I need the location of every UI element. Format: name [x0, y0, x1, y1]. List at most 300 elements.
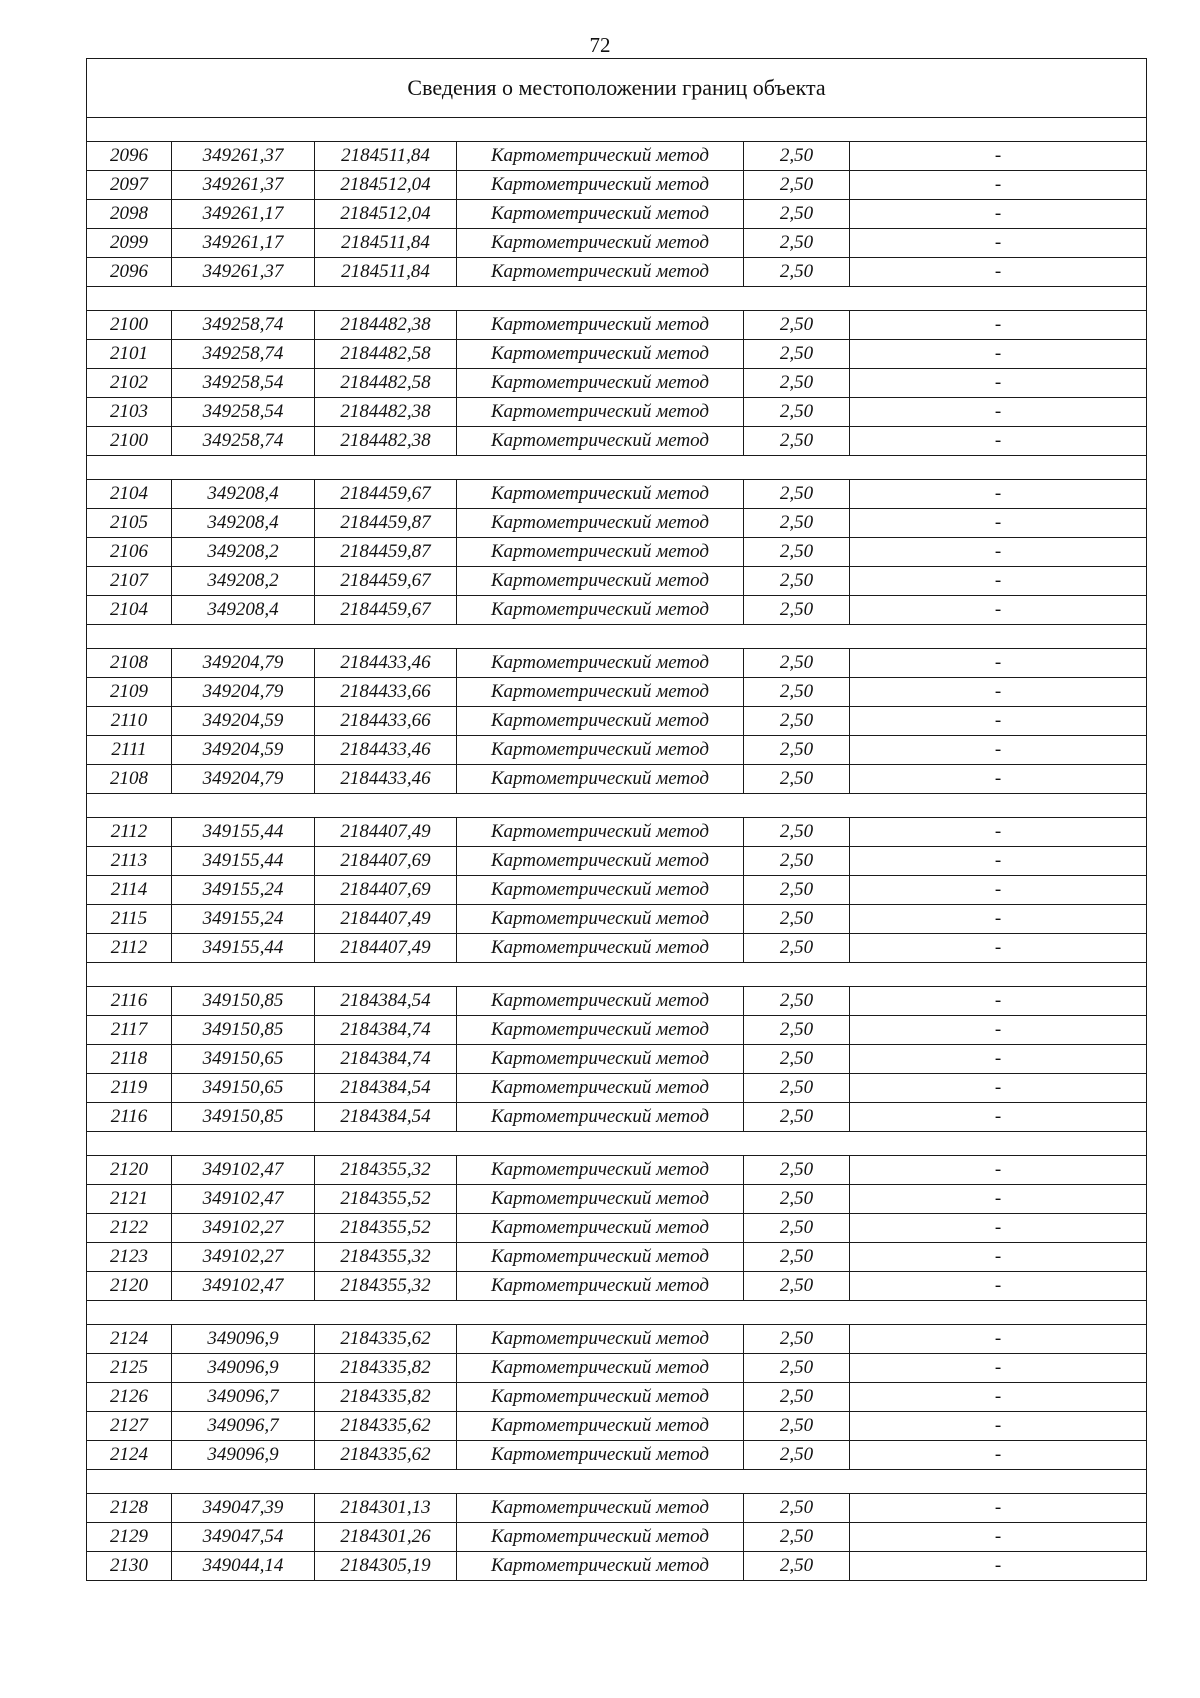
table-row [87, 258, 1147, 287]
coord-x-cell: 349044,14 [172, 1552, 315, 1581]
method-cell: Картометрический метод [457, 1214, 744, 1243]
table-row [87, 649, 1147, 678]
coord-y-cell: 2184433,46 [315, 765, 457, 794]
table-row [87, 1552, 1147, 1581]
method-cell: Картометрический метод [457, 876, 744, 905]
description-cell: - [850, 876, 1147, 905]
description-cell: - [850, 818, 1147, 847]
coord-y-cell: 2184482,58 [315, 369, 457, 398]
separator-row [87, 794, 1147, 818]
method-cell: Картометрический метод [457, 229, 744, 258]
separator-row [87, 963, 1147, 987]
description-cell: - [850, 369, 1147, 398]
accuracy-cell: 2,50 [744, 311, 850, 340]
coord-y-cell: 2184511,84 [315, 142, 457, 171]
point-number-cell: 2121 [87, 1185, 172, 1214]
coord-y-cell: 2184384,74 [315, 1045, 457, 1074]
description-cell: - [850, 649, 1147, 678]
description-cell: - [850, 1552, 1147, 1581]
accuracy-cell: 2,50 [744, 649, 850, 678]
method-cell: Картометрический метод [457, 538, 744, 567]
description-cell: - [850, 1441, 1147, 1470]
point-number-cell: 2126 [87, 1383, 172, 1412]
accuracy-cell: 2,50 [744, 1441, 850, 1470]
description-cell: - [850, 427, 1147, 456]
point-number-cell: 2115 [87, 905, 172, 934]
accuracy-cell: 2,50 [744, 427, 850, 456]
coord-x-cell: 349150,65 [172, 1074, 315, 1103]
table-row [87, 1074, 1147, 1103]
method-cell: Картометрический метод [457, 1325, 744, 1354]
accuracy-cell: 2,50 [744, 596, 850, 625]
method-cell: Картометрический метод [457, 736, 744, 765]
description-cell: - [850, 311, 1147, 340]
coord-y-cell: 2184355,32 [315, 1243, 457, 1272]
coord-y-cell: 2184355,52 [315, 1185, 457, 1214]
point-number-cell: 2116 [87, 987, 172, 1016]
coord-y-cell: 2184433,46 [315, 649, 457, 678]
point-number-cell: 2106 [87, 538, 172, 567]
table-row [87, 1185, 1147, 1214]
description-cell: - [850, 707, 1147, 736]
method-cell: Картометрический метод [457, 340, 744, 369]
description-cell: - [850, 340, 1147, 369]
table-row [87, 1016, 1147, 1045]
point-number-cell: 2104 [87, 596, 172, 625]
description-cell: - [850, 142, 1147, 171]
coord-x-cell: 349150,85 [172, 1103, 315, 1132]
table-row [87, 905, 1147, 934]
coord-x-cell: 349258,74 [172, 427, 315, 456]
coord-x-cell: 349155,24 [172, 905, 315, 934]
table-row [87, 934, 1147, 963]
coord-x-cell: 349204,59 [172, 736, 315, 765]
coord-x-cell: 349208,4 [172, 596, 315, 625]
method-cell: Картометрический метод [457, 1185, 744, 1214]
point-number-cell: 2120 [87, 1272, 172, 1301]
accuracy-cell: 2,50 [744, 369, 850, 398]
table-row [87, 1243, 1147, 1272]
method-cell: Картометрический метод [457, 1243, 744, 1272]
description-cell: - [850, 1494, 1147, 1523]
table-title: Сведения о местоположении границ объекта [87, 59, 1147, 118]
accuracy-cell: 2,50 [744, 1325, 850, 1354]
table-row [87, 427, 1147, 456]
separator-cell [87, 1301, 1147, 1325]
coord-y-cell: 2184355,32 [315, 1156, 457, 1185]
coord-y-cell: 2184384,54 [315, 1074, 457, 1103]
coord-x-cell: 349261,37 [172, 142, 315, 171]
coord-x-cell: 349102,27 [172, 1243, 315, 1272]
method-cell: Картометрический метод [457, 765, 744, 794]
point-number-cell: 2130 [87, 1552, 172, 1581]
point-number-cell: 2112 [87, 818, 172, 847]
description-cell: - [850, 1103, 1147, 1132]
description-cell: - [850, 736, 1147, 765]
table-row [87, 142, 1147, 171]
accuracy-cell: 2,50 [744, 1214, 850, 1243]
table-row [87, 987, 1147, 1016]
accuracy-cell: 2,50 [744, 707, 850, 736]
coord-y-cell: 2184482,38 [315, 311, 457, 340]
method-cell: Картометрический метод [457, 480, 744, 509]
description-cell: - [850, 1412, 1147, 1441]
description-cell: - [850, 1074, 1147, 1103]
point-number-cell: 2127 [87, 1412, 172, 1441]
coord-x-cell: 349208,4 [172, 509, 315, 538]
method-cell: Картометрический метод [457, 1441, 744, 1470]
point-number-cell: 2123 [87, 1243, 172, 1272]
method-cell: Картометрический метод [457, 369, 744, 398]
accuracy-cell: 2,50 [744, 1354, 850, 1383]
point-number-cell: 2108 [87, 649, 172, 678]
coord-y-cell: 2184459,67 [315, 480, 457, 509]
coord-x-cell: 349208,2 [172, 538, 315, 567]
coord-y-cell: 2184384,74 [315, 1016, 457, 1045]
coord-x-cell: 349155,24 [172, 876, 315, 905]
accuracy-cell: 2,50 [744, 567, 850, 596]
coord-y-cell: 2184384,54 [315, 1103, 457, 1132]
point-number-cell: 2124 [87, 1325, 172, 1354]
method-cell: Картометрический метод [457, 1354, 744, 1383]
coord-y-cell: 2184301,13 [315, 1494, 457, 1523]
description-cell: - [850, 1045, 1147, 1074]
table-row [87, 1156, 1147, 1185]
table-row [87, 1354, 1147, 1383]
description-cell: - [850, 905, 1147, 934]
table-row [87, 538, 1147, 567]
accuracy-cell: 2,50 [744, 1243, 850, 1272]
point-number-cell: 2096 [87, 142, 172, 171]
point-number-cell: 2118 [87, 1045, 172, 1074]
separator-row [87, 287, 1147, 311]
table-row [87, 200, 1147, 229]
coord-x-cell: 349102,47 [172, 1185, 315, 1214]
accuracy-cell: 2,50 [744, 229, 850, 258]
coord-x-cell: 349047,54 [172, 1523, 315, 1552]
separator-row [87, 1470, 1147, 1494]
description-cell: - [850, 987, 1147, 1016]
accuracy-cell: 2,50 [744, 1494, 850, 1523]
accuracy-cell: 2,50 [744, 847, 850, 876]
method-cell: Картометрический метод [457, 1272, 744, 1301]
table-row [87, 678, 1147, 707]
description-cell: - [850, 678, 1147, 707]
description-cell: - [850, 847, 1147, 876]
coord-y-cell: 2184407,69 [315, 847, 457, 876]
separator-row [87, 456, 1147, 480]
method-cell: Картометрический метод [457, 1552, 744, 1581]
point-number-cell: 2124 [87, 1441, 172, 1470]
point-number-cell: 2103 [87, 398, 172, 427]
method-cell: Картометрический метод [457, 398, 744, 427]
description-cell: - [850, 567, 1147, 596]
coord-y-cell: 2184407,49 [315, 934, 457, 963]
method-cell: Картометрический метод [457, 200, 744, 229]
accuracy-cell: 2,50 [744, 678, 850, 707]
description-cell: - [850, 1523, 1147, 1552]
method-cell: Картометрический метод [457, 905, 744, 934]
boundary-table [86, 58, 1147, 1581]
table-row [87, 1325, 1147, 1354]
coord-y-cell: 2184407,69 [315, 876, 457, 905]
table-row [87, 1103, 1147, 1132]
method-cell: Картометрический метод [457, 934, 744, 963]
point-number-cell: 2113 [87, 847, 172, 876]
coord-x-cell: 349096,7 [172, 1412, 315, 1441]
coord-y-cell: 2184459,87 [315, 538, 457, 567]
method-cell: Картометрический метод [457, 1412, 744, 1441]
method-cell: Картометрический метод [457, 707, 744, 736]
separator-cell [87, 625, 1147, 649]
description-cell: - [850, 1243, 1147, 1272]
point-number-cell: 2120 [87, 1156, 172, 1185]
coord-x-cell: 349102,47 [172, 1272, 315, 1301]
coord-y-cell: 2184301,26 [315, 1523, 457, 1552]
accuracy-cell: 2,50 [744, 340, 850, 369]
method-cell: Картометрический метод [457, 1074, 744, 1103]
description-cell: - [850, 538, 1147, 567]
point-number-cell: 2111 [87, 736, 172, 765]
table-row [87, 340, 1147, 369]
coord-x-cell: 349155,44 [172, 847, 315, 876]
accuracy-cell: 2,50 [744, 934, 850, 963]
method-cell: Картометрический метод [457, 171, 744, 200]
table-row [87, 398, 1147, 427]
point-number-cell: 2112 [87, 934, 172, 963]
description-cell: - [850, 1156, 1147, 1185]
accuracy-cell: 2,50 [744, 876, 850, 905]
table-row [87, 818, 1147, 847]
coord-x-cell: 349150,65 [172, 1045, 315, 1074]
separator-row [87, 1301, 1147, 1325]
table-row [87, 480, 1147, 509]
description-cell: - [850, 1272, 1147, 1301]
coord-x-cell: 349204,59 [172, 707, 315, 736]
coord-x-cell: 349258,74 [172, 340, 315, 369]
table-row [87, 311, 1147, 340]
method-cell: Картометрический метод [457, 427, 744, 456]
separator-row [87, 118, 1147, 142]
coord-x-cell: 349204,79 [172, 678, 315, 707]
separator-cell [87, 963, 1147, 987]
table-row [87, 707, 1147, 736]
description-cell: - [850, 1016, 1147, 1045]
table-row [87, 1383, 1147, 1412]
method-cell: Картометрический метод [457, 509, 744, 538]
description-cell: - [850, 200, 1147, 229]
coord-x-cell: 349155,44 [172, 818, 315, 847]
accuracy-cell: 2,50 [744, 142, 850, 171]
accuracy-cell: 2,50 [744, 1383, 850, 1412]
point-number-cell: 2102 [87, 369, 172, 398]
description-cell: - [850, 1185, 1147, 1214]
coord-y-cell: 2184335,62 [315, 1325, 457, 1354]
table-row [87, 369, 1147, 398]
coord-y-cell: 2184482,58 [315, 340, 457, 369]
coord-x-cell: 349155,44 [172, 934, 315, 963]
table-row [87, 1494, 1147, 1523]
method-cell: Картометрический метод [457, 567, 744, 596]
table-row [87, 229, 1147, 258]
coord-y-cell: 2184433,66 [315, 707, 457, 736]
accuracy-cell: 2,50 [744, 1045, 850, 1074]
point-number-cell: 2097 [87, 171, 172, 200]
point-number-cell: 2100 [87, 427, 172, 456]
method-cell: Картометрический метод [457, 1016, 744, 1045]
method-cell: Картометрический метод [457, 1383, 744, 1412]
point-number-cell: 2096 [87, 258, 172, 287]
accuracy-cell: 2,50 [744, 1103, 850, 1132]
description-cell: - [850, 1325, 1147, 1354]
coord-x-cell: 349208,4 [172, 480, 315, 509]
coord-x-cell: 349096,9 [172, 1325, 315, 1354]
point-number-cell: 2107 [87, 567, 172, 596]
coord-x-cell: 349261,37 [172, 258, 315, 287]
accuracy-cell: 2,50 [744, 1074, 850, 1103]
point-number-cell: 2104 [87, 480, 172, 509]
coord-x-cell: 349261,17 [172, 200, 315, 229]
accuracy-cell: 2,50 [744, 818, 850, 847]
point-number-cell: 2101 [87, 340, 172, 369]
description-cell: - [850, 229, 1147, 258]
accuracy-cell: 2,50 [744, 171, 850, 200]
method-cell: Картометрический метод [457, 678, 744, 707]
table-row [87, 1272, 1147, 1301]
table-row [87, 1412, 1147, 1441]
method-cell: Картометрический метод [457, 258, 744, 287]
description-cell: - [850, 1214, 1147, 1243]
accuracy-cell: 2,50 [744, 1272, 850, 1301]
page-number: 72 [589, 33, 611, 57]
separator-cell [87, 1132, 1147, 1156]
table-body [87, 59, 1147, 1581]
separator-cell [87, 456, 1147, 480]
method-cell: Картометрический метод [457, 1103, 744, 1132]
coord-y-cell: 2184433,46 [315, 736, 457, 765]
coord-x-cell: 349150,85 [172, 1016, 315, 1045]
point-number-cell: 2125 [87, 1354, 172, 1383]
separator-cell [87, 1470, 1147, 1494]
coord-x-cell: 349102,27 [172, 1214, 315, 1243]
method-cell: Картометрический метод [457, 818, 744, 847]
table-row [87, 847, 1147, 876]
point-number-cell: 2098 [87, 200, 172, 229]
coord-y-cell: 2184407,49 [315, 818, 457, 847]
coord-y-cell: 2184459,67 [315, 567, 457, 596]
separator-cell [87, 287, 1147, 311]
accuracy-cell: 2,50 [744, 1412, 850, 1441]
table-row [87, 736, 1147, 765]
separator-row [87, 625, 1147, 649]
coord-y-cell: 2184355,52 [315, 1214, 457, 1243]
method-cell: Картометрический метод [457, 1494, 744, 1523]
accuracy-cell: 2,50 [744, 1156, 850, 1185]
coord-y-cell: 2184433,66 [315, 678, 457, 707]
title-row [87, 59, 1147, 118]
separator-cell [87, 118, 1147, 142]
accuracy-cell: 2,50 [744, 987, 850, 1016]
accuracy-cell: 2,50 [744, 509, 850, 538]
table-row [87, 1441, 1147, 1470]
coord-y-cell: 2184459,87 [315, 509, 457, 538]
coord-y-cell: 2184305,19 [315, 1552, 457, 1581]
coord-y-cell: 2184459,67 [315, 596, 457, 625]
accuracy-cell: 2,50 [744, 765, 850, 794]
point-number-cell: 2105 [87, 509, 172, 538]
point-number-cell: 2114 [87, 876, 172, 905]
coord-x-cell: 349150,85 [172, 987, 315, 1016]
table-row [87, 1523, 1147, 1552]
table-row [87, 765, 1147, 794]
coord-x-cell: 349096,7 [172, 1383, 315, 1412]
method-cell: Картометрический метод [457, 987, 744, 1016]
description-cell: - [850, 596, 1147, 625]
accuracy-cell: 2,50 [744, 258, 850, 287]
method-cell: Картометрический метод [457, 142, 744, 171]
point-number-cell: 2110 [87, 707, 172, 736]
separator-cell [87, 794, 1147, 818]
accuracy-cell: 2,50 [744, 398, 850, 427]
accuracy-cell: 2,50 [744, 480, 850, 509]
coord-y-cell: 2184335,82 [315, 1383, 457, 1412]
coord-x-cell: 349258,74 [172, 311, 315, 340]
coord-y-cell: 2184335,62 [315, 1412, 457, 1441]
description-cell: - [850, 509, 1147, 538]
description-cell: - [850, 1354, 1147, 1383]
method-cell: Картометрический метод [457, 311, 744, 340]
point-number-cell: 2122 [87, 1214, 172, 1243]
point-number-cell: 2128 [87, 1494, 172, 1523]
coord-y-cell: 2184482,38 [315, 398, 457, 427]
coord-y-cell: 2184482,38 [315, 427, 457, 456]
coord-y-cell: 2184511,84 [315, 258, 457, 287]
coord-x-cell: 349047,39 [172, 1494, 315, 1523]
separator-row [87, 1132, 1147, 1156]
coord-x-cell: 349096,9 [172, 1354, 315, 1383]
accuracy-cell: 2,50 [744, 736, 850, 765]
coord-y-cell: 2184355,32 [315, 1272, 457, 1301]
description-cell: - [850, 934, 1147, 963]
coord-y-cell: 2184384,54 [315, 987, 457, 1016]
coord-x-cell: 349204,79 [172, 765, 315, 794]
accuracy-cell: 2,50 [744, 200, 850, 229]
coord-x-cell: 349204,79 [172, 649, 315, 678]
method-cell: Картометрический метод [457, 1523, 744, 1552]
point-number-cell: 2116 [87, 1103, 172, 1132]
coord-y-cell: 2184335,82 [315, 1354, 457, 1383]
accuracy-cell: 2,50 [744, 538, 850, 567]
table-row [87, 596, 1147, 625]
point-number-cell: 2100 [87, 311, 172, 340]
point-number-cell: 2129 [87, 1523, 172, 1552]
method-cell: Картометрический метод [457, 649, 744, 678]
description-cell: - [850, 171, 1147, 200]
coord-x-cell: 349258,54 [172, 369, 315, 398]
coord-y-cell: 2184407,49 [315, 905, 457, 934]
accuracy-cell: 2,50 [744, 1185, 850, 1214]
accuracy-cell: 2,50 [744, 905, 850, 934]
coord-x-cell: 349208,2 [172, 567, 315, 596]
table-row [87, 509, 1147, 538]
table-row [87, 1045, 1147, 1074]
description-cell: - [850, 765, 1147, 794]
point-number-cell: 2117 [87, 1016, 172, 1045]
table-row [87, 1214, 1147, 1243]
accuracy-cell: 2,50 [744, 1552, 850, 1581]
accuracy-cell: 2,50 [744, 1016, 850, 1045]
coord-y-cell: 2184512,04 [315, 171, 457, 200]
